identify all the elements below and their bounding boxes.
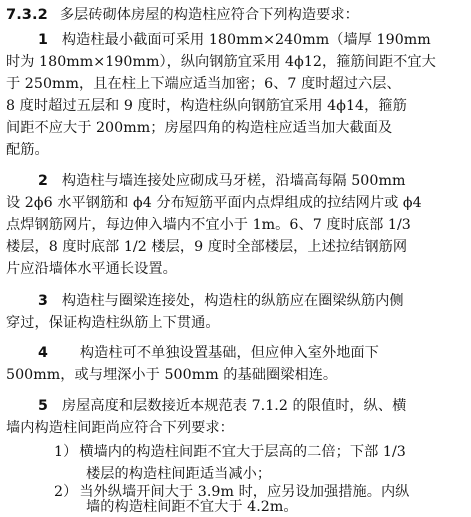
subitem-number: 2） <box>54 484 78 500</box>
subitem-1-line-2: 楼层的构造柱间距适当减小； <box>86 466 272 482</box>
item-4-line-2: 500mm，或与埋深小于 500mm 的基础圈梁相连。 <box>6 367 338 383</box>
item-text: 构造柱与墙连接处应砌成马牙槎，沿墙高每隔 500mm <box>61 173 406 189</box>
clause-heading <box>6 5 359 25</box>
item-number: 2 <box>38 173 48 189</box>
item-1-line-6: 配筋。 <box>6 142 49 158</box>
item-text: 构造柱最小截面可采用 180mm×240mm（墙厚 190mm <box>61 32 431 48</box>
item-2-line-2: 设 2ϕ6 水平钢筋和 ϕ4 分布短筋平面内点焊组成的拉结网片或 ϕ4 <box>6 195 422 211</box>
item-1-line-3: 于 250mm，且在柱上下端应适当加密；6、7 度时超过六层、 <box>6 76 401 92</box>
item-1-line-4: 8 度时超过五层和 9 度时，构造柱纵向钢筋宜采用 4ϕ14，箍筋 <box>6 98 407 114</box>
subitem-2-line-2: 墙的构造柱间距不宜大于 4.2m。 <box>86 499 298 515</box>
item-4-line-1 <box>38 343 379 363</box>
item-1-line-1 <box>38 30 431 50</box>
item-text: 房屋高度和层数接近本规范表 7.1.2 的限值时，纵、横 <box>61 398 407 414</box>
item-2-line-4: 楼层，8 度时底部 1/2 楼层，9 度时全部楼层，上述拉结钢筋网 <box>6 239 408 255</box>
item-2-line-3: 点焊钢筋网片，每边伸入墙内不宜小于 1m。6、7 度时底部 1/3 <box>6 217 411 233</box>
item-number: 5 <box>38 398 48 414</box>
clause-title: 多层砖砌体房屋的构造柱应符合下列构造要求： <box>59 7 359 23</box>
item-number: 4 <box>38 345 48 361</box>
item-3-line-1 <box>38 291 404 311</box>
item-5-line-2: 墙内构造柱间距尚应符合下列要求： <box>6 420 234 436</box>
subitem-text: 横墙内的构造柱间距不宜大于层高的二倍；下部 1/3 <box>79 444 406 460</box>
item-number: 3 <box>38 293 48 309</box>
subitem-number: 1） <box>54 444 78 460</box>
item-text: 构造柱与圈梁连接处，构造柱的纵筋应在圈梁纵筋内侧 <box>61 293 404 309</box>
item-number: 1 <box>38 32 48 48</box>
item-5-line-1 <box>38 396 406 416</box>
item-text: 构造柱可不单独设置基础，但应伸入室外地面下 <box>79 345 379 361</box>
item-1-line-2: 时为 180mm×190mm），纵向钢筋宜采用 4ϕ12，箍筋间距不宜大 <box>6 54 436 70</box>
subitem-text: 当外纵墙开间大于 3.9m 时，应另设加强措施。内纵 <box>79 484 410 500</box>
item-2-line-1 <box>38 171 405 191</box>
subitem-1-line-1 <box>54 442 406 462</box>
clause-number: 7.3.2 <box>6 6 48 23</box>
item-2-line-5: 片应沿墙体水平通长设置。 <box>6 261 177 277</box>
item-1-line-5: 间距不应大于 200mm；房屋四角的构造柱应适当加大截面及 <box>6 120 393 136</box>
item-3-line-2: 穿过，保证构造柱纵筋上下贯通。 <box>6 315 220 331</box>
